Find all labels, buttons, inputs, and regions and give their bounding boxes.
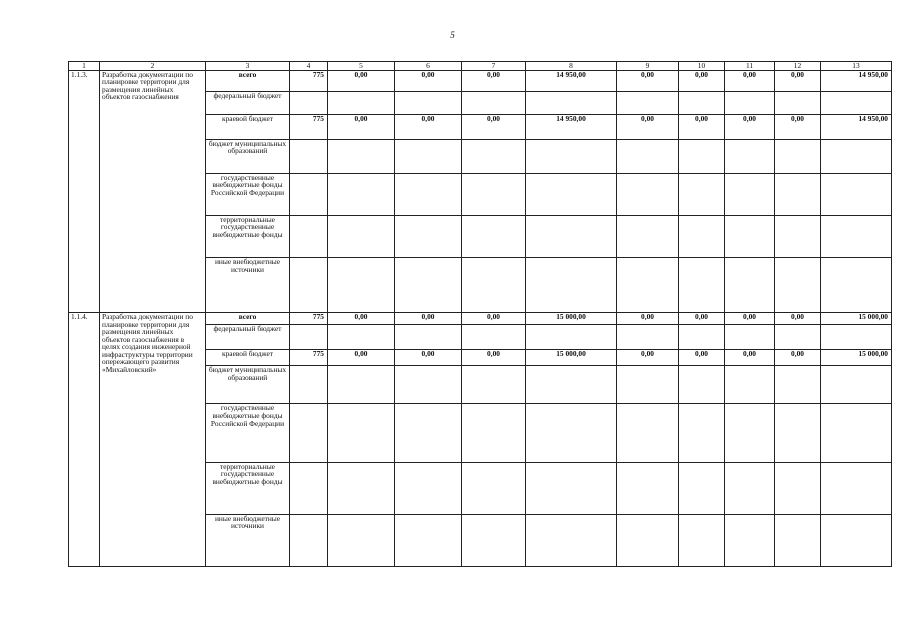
funding-source: краевой бюджет: [206, 350, 290, 366]
value-cell: [775, 514, 821, 566]
value-cell: [526, 173, 617, 215]
item-number: 1.1.3.: [69, 70, 100, 313]
value-cell: 0,00: [395, 114, 462, 139]
value-cell: [617, 325, 679, 350]
item-number: 1.1.4.: [69, 313, 100, 567]
value-cell: [821, 404, 892, 462]
funding-source: государственные внебюджетные фонды Российской Федерации: [206, 404, 290, 462]
value-cell: [462, 514, 526, 566]
value-cell: [775, 139, 821, 173]
value-cell: [617, 404, 679, 462]
value-cell: [821, 91, 892, 114]
page-number: 5: [450, 30, 455, 40]
value-cell: [328, 366, 395, 404]
value-cell: [526, 462, 617, 514]
value-cell: [462, 366, 526, 404]
value-cell: [462, 139, 526, 173]
value-cell: [617, 258, 679, 313]
item-name: Разработка документации по планировке территории для размещения линейных объектов газоснабжения: [100, 70, 206, 313]
value-cell: 0,00: [725, 70, 775, 91]
column-number-cell: 11: [725, 62, 775, 71]
value-cell: [679, 258, 725, 313]
value-cell: [821, 173, 892, 215]
value-cell: [821, 139, 892, 173]
value-cell: [526, 91, 617, 114]
value-cell: [679, 91, 725, 114]
value-cell: 14 950,00: [526, 70, 617, 91]
value-cell: 0,00: [775, 350, 821, 366]
value-cell: [725, 173, 775, 215]
value-cell: 0,00: [775, 114, 821, 139]
value-cell: 0,00: [775, 313, 821, 325]
value-cell: [395, 462, 462, 514]
value-cell: 775: [290, 114, 328, 139]
value-cell: [526, 258, 617, 313]
value-cell: 0,00: [395, 70, 462, 91]
table-row: [69, 70, 892, 91]
value-cell: 0,00: [395, 313, 462, 325]
value-cell: [462, 258, 526, 313]
funding-source: бюджет муниципальных образований: [206, 139, 290, 173]
funding-source: всего: [206, 313, 290, 325]
budget-table: [68, 61, 892, 567]
value-cell: [462, 325, 526, 350]
value-cell: 0,00: [679, 350, 725, 366]
value-cell: 0,00: [725, 114, 775, 139]
value-cell: [526, 404, 617, 462]
column-number-cell: 13: [821, 62, 892, 71]
value-cell: [328, 173, 395, 215]
value-cell: 0,00: [617, 350, 679, 366]
value-cell: 14 950,00: [821, 70, 892, 91]
table-row: [69, 313, 892, 325]
value-cell: [328, 462, 395, 514]
value-cell: [679, 139, 725, 173]
value-cell: [679, 325, 725, 350]
column-number-row: [69, 62, 892, 71]
funding-source: иные внебюджетные источники: [206, 258, 290, 313]
value-cell: [290, 404, 328, 462]
value-cell: [679, 215, 725, 257]
value-cell: [725, 404, 775, 462]
value-cell: [395, 258, 462, 313]
value-cell: [395, 173, 462, 215]
value-cell: [290, 91, 328, 114]
funding-source: территориальные государственные внебюджетные фонды: [206, 462, 290, 514]
column-number-cell: 1: [69, 62, 100, 71]
value-cell: 0,00: [725, 350, 775, 366]
value-cell: [617, 215, 679, 257]
value-cell: [617, 91, 679, 114]
value-cell: [617, 462, 679, 514]
value-cell: 0,00: [775, 70, 821, 91]
value-cell: [290, 173, 328, 215]
value-cell: 0,00: [328, 114, 395, 139]
value-cell: 0,00: [617, 114, 679, 139]
funding-source: иные внебюджетные источники: [206, 514, 290, 566]
value-cell: 0,00: [617, 313, 679, 325]
value-cell: [725, 366, 775, 404]
value-cell: [821, 366, 892, 404]
column-number-cell: 3: [206, 62, 290, 71]
value-cell: [725, 215, 775, 257]
value-cell: [617, 173, 679, 215]
funding-source: краевой бюджет: [206, 114, 290, 139]
value-cell: [821, 514, 892, 566]
value-cell: [821, 462, 892, 514]
value-cell: [290, 514, 328, 566]
item-name: Разработка документации по планировке территории для размещения линейных объектов газоснабжения в целях создания инженерной инфраструктуры территории опережающего развития «Михайловский»: [100, 313, 206, 567]
value-cell: [462, 404, 526, 462]
value-cell: 0,00: [328, 313, 395, 325]
value-cell: 0,00: [328, 70, 395, 91]
value-cell: [328, 325, 395, 350]
value-cell: [462, 462, 526, 514]
value-cell: [395, 215, 462, 257]
value-cell: [395, 325, 462, 350]
value-cell: [679, 173, 725, 215]
value-cell: 0,00: [679, 313, 725, 325]
value-cell: [821, 215, 892, 257]
value-cell: 0,00: [462, 70, 526, 91]
column-number-cell: 7: [462, 62, 526, 71]
value-cell: 0,00: [725, 313, 775, 325]
value-cell: [775, 173, 821, 215]
value-cell: [617, 366, 679, 404]
value-cell: [290, 366, 328, 404]
value-cell: [462, 91, 526, 114]
value-cell: 15 000,00: [821, 313, 892, 325]
value-cell: [395, 139, 462, 173]
funding-source: федеральный бюджет: [206, 325, 290, 350]
column-number-cell: 10: [679, 62, 725, 71]
value-cell: 775: [290, 350, 328, 366]
table-body: [69, 62, 892, 567]
column-number-cell: 9: [617, 62, 679, 71]
column-number-cell: 8: [526, 62, 617, 71]
value-cell: 14 950,00: [821, 114, 892, 139]
value-cell: [775, 462, 821, 514]
value-cell: [725, 139, 775, 173]
value-cell: 0,00: [462, 114, 526, 139]
value-cell: 15 000,00: [526, 313, 617, 325]
value-cell: [395, 404, 462, 462]
funding-source: всего: [206, 70, 290, 91]
value-cell: 14 950,00: [526, 114, 617, 139]
value-cell: 0,00: [679, 114, 725, 139]
value-cell: [328, 258, 395, 313]
value-cell: [679, 366, 725, 404]
value-cell: 0,00: [395, 350, 462, 366]
column-number-cell: 12: [775, 62, 821, 71]
funding-source: государственные внебюджетные фонды Российской Федерации: [206, 173, 290, 215]
value-cell: 775: [290, 313, 328, 325]
column-number-cell: 5: [328, 62, 395, 71]
value-cell: [679, 404, 725, 462]
value-cell: [328, 404, 395, 462]
value-cell: [328, 91, 395, 114]
value-cell: [290, 139, 328, 173]
value-cell: [775, 91, 821, 114]
value-cell: [290, 258, 328, 313]
value-cell: [617, 139, 679, 173]
value-cell: [679, 514, 725, 566]
value-cell: [328, 139, 395, 173]
value-cell: [679, 462, 725, 514]
value-cell: [725, 258, 775, 313]
value-cell: [395, 366, 462, 404]
value-cell: [821, 258, 892, 313]
value-cell: [821, 325, 892, 350]
value-cell: [526, 325, 617, 350]
funding-source: бюджет муниципальных образований: [206, 366, 290, 404]
value-cell: [617, 514, 679, 566]
value-cell: [462, 215, 526, 257]
value-cell: [290, 325, 328, 350]
value-cell: [725, 462, 775, 514]
value-cell: [290, 462, 328, 514]
value-cell: [775, 258, 821, 313]
funding-source: федеральный бюджет: [206, 91, 290, 114]
value-cell: [775, 215, 821, 257]
value-cell: 0,00: [328, 350, 395, 366]
value-cell: [526, 215, 617, 257]
value-cell: [462, 173, 526, 215]
value-cell: [725, 91, 775, 114]
value-cell: [775, 325, 821, 350]
value-cell: [395, 514, 462, 566]
value-cell: [775, 404, 821, 462]
value-cell: [526, 366, 617, 404]
value-cell: [526, 514, 617, 566]
value-cell: [725, 514, 775, 566]
value-cell: [775, 366, 821, 404]
value-cell: [395, 91, 462, 114]
value-cell: 0,00: [617, 70, 679, 91]
column-number-cell: 6: [395, 62, 462, 71]
value-cell: 0,00: [462, 350, 526, 366]
value-cell: 15 000,00: [526, 350, 617, 366]
value-cell: [526, 139, 617, 173]
value-cell: 775: [290, 70, 328, 91]
funding-source: территориальные государственные внебюджетные фонды: [206, 215, 290, 257]
value-cell: [290, 215, 328, 257]
value-cell: [328, 215, 395, 257]
column-number-cell: 4: [290, 62, 328, 71]
value-cell: [725, 325, 775, 350]
column-number-cell: 2: [100, 62, 206, 71]
value-cell: 0,00: [679, 70, 725, 91]
value-cell: [328, 514, 395, 566]
value-cell: 15 000,00: [821, 350, 892, 366]
value-cell: 0,00: [462, 313, 526, 325]
